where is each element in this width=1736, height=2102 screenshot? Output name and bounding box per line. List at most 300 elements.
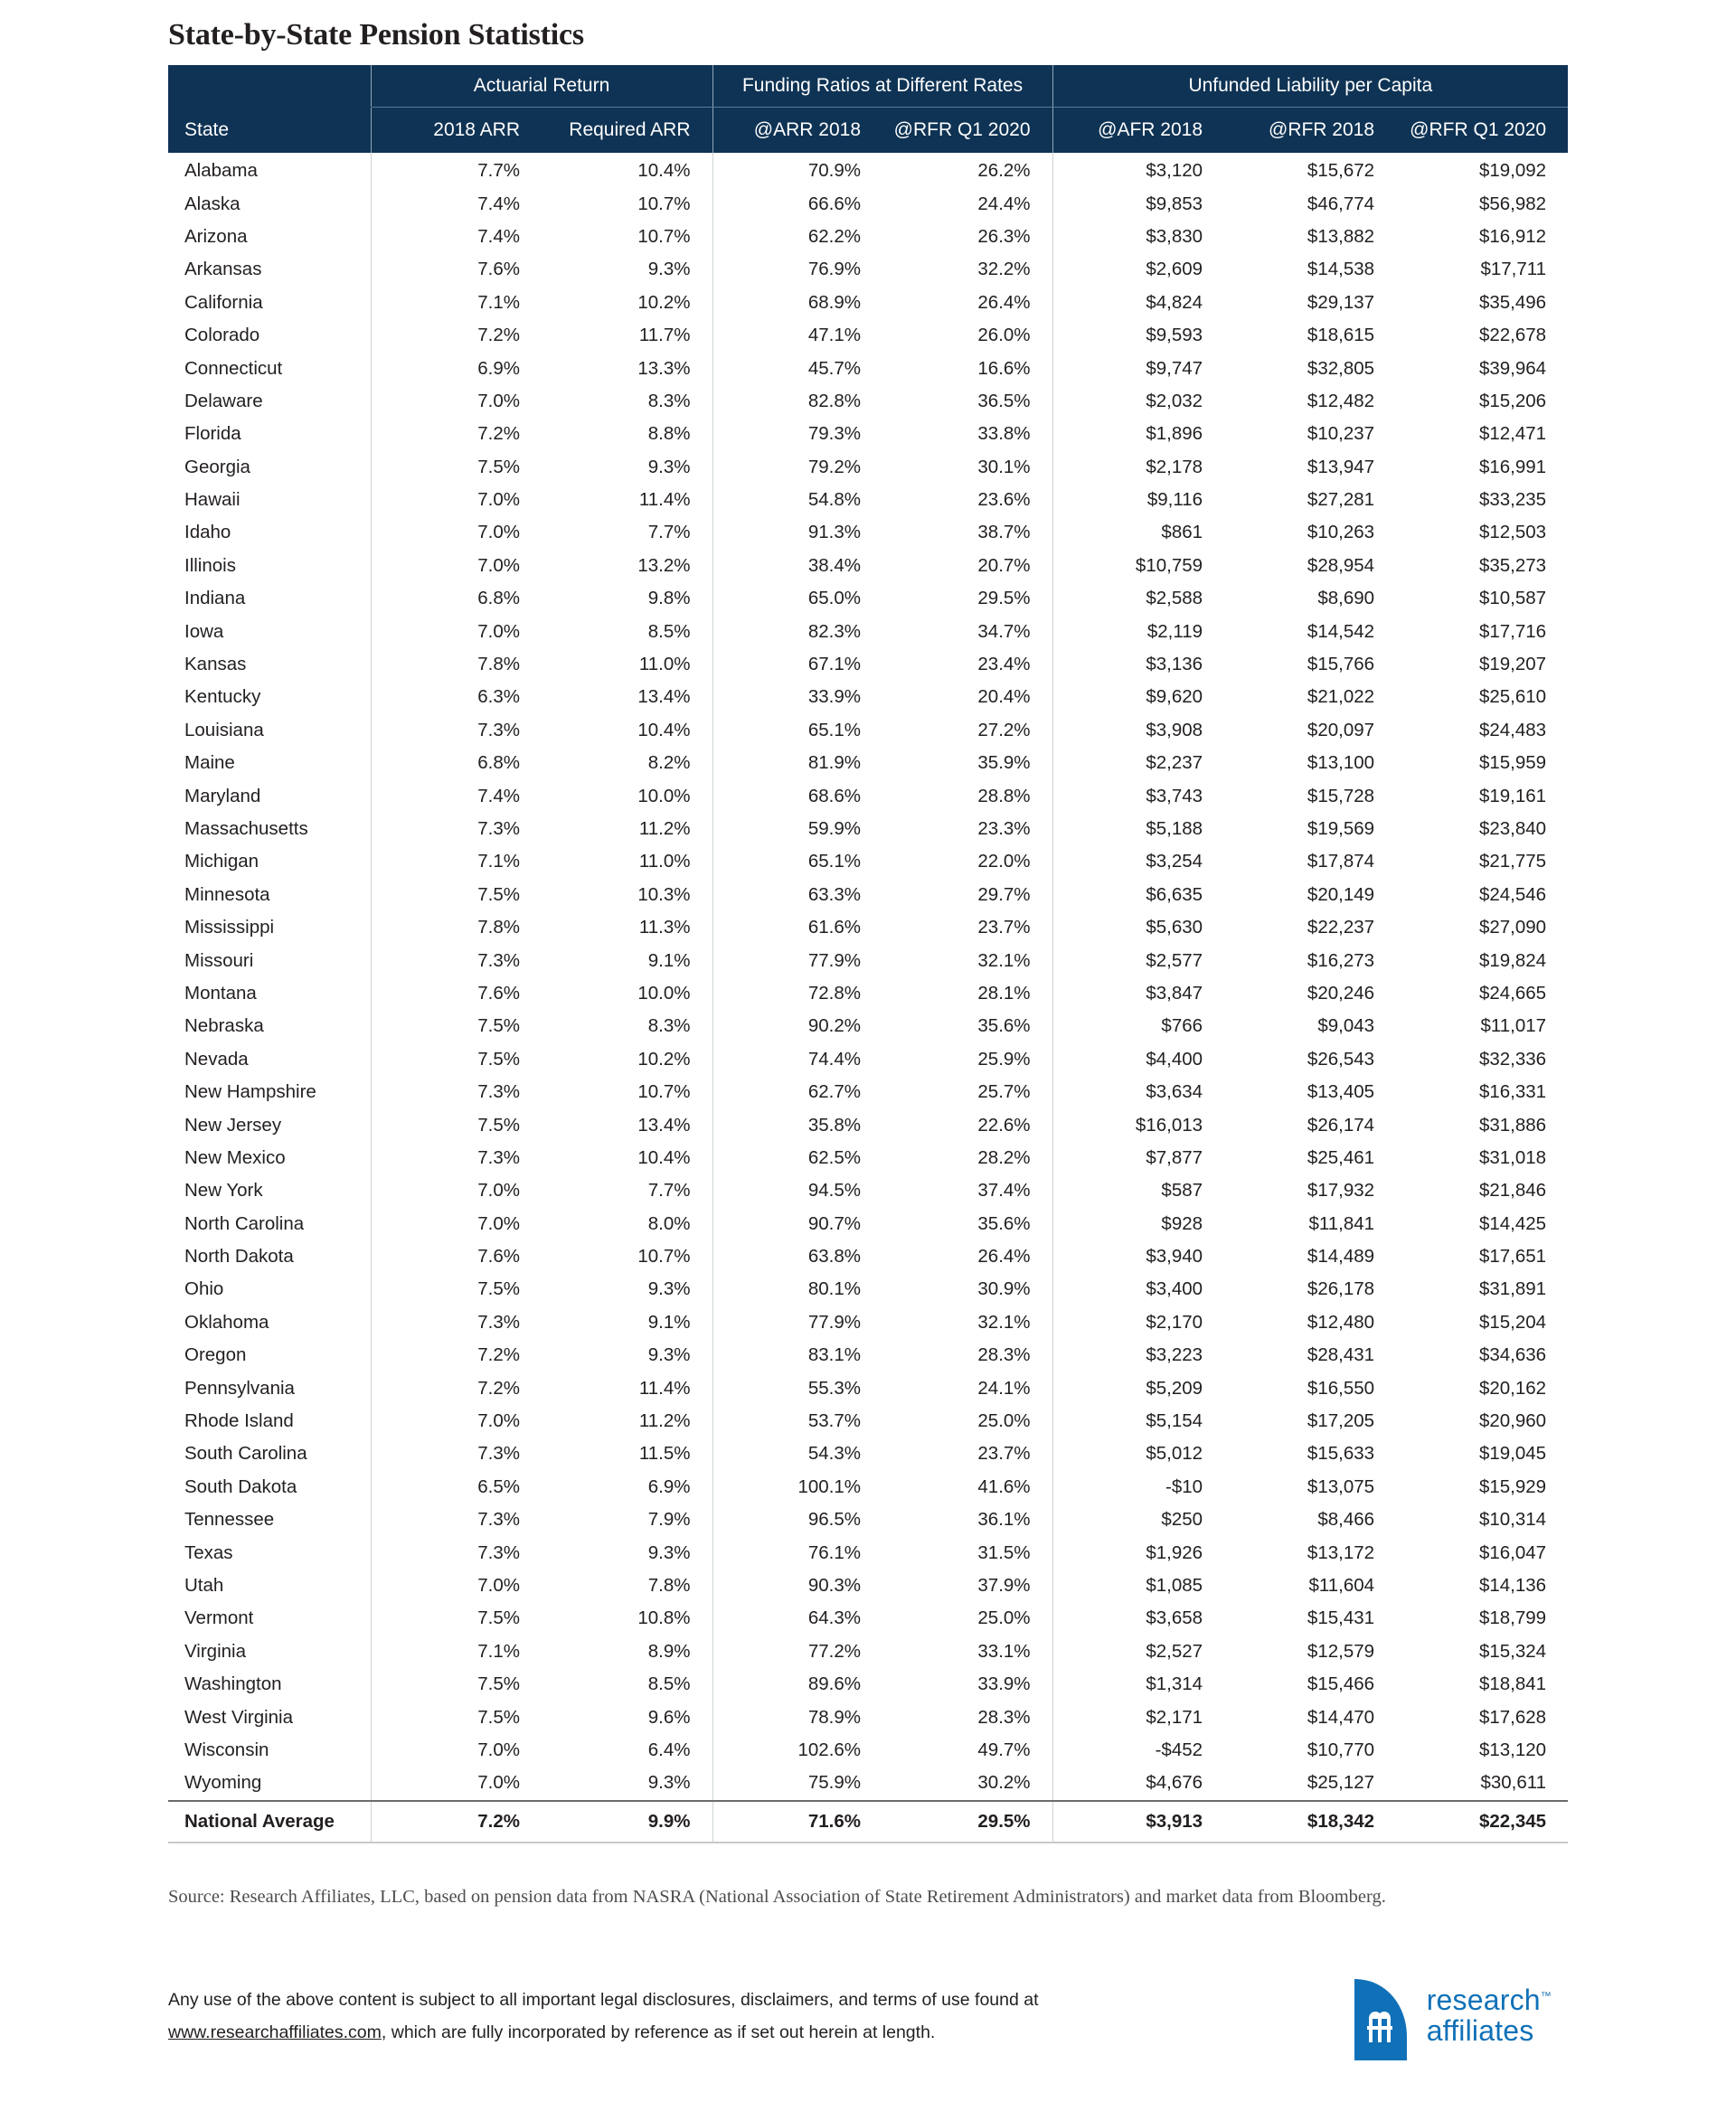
cell-value: 9.1% [542, 1306, 712, 1339]
cell-value: $2,527 [1052, 1635, 1224, 1668]
cell-value: $19,824 [1396, 944, 1568, 976]
cell-value: 13.2% [542, 550, 712, 582]
cell-value: $12,482 [1224, 385, 1396, 418]
cell-value: 70.9% [712, 153, 882, 187]
cell-value: $12,480 [1224, 1306, 1396, 1339]
cell-value: 9.3% [542, 451, 712, 484]
cell-value: 94.5% [712, 1174, 882, 1207]
cell-value: 7.0% [371, 1734, 542, 1767]
cell-value: $56,982 [1396, 187, 1568, 220]
cell-value: 63.8% [712, 1240, 882, 1273]
cell-total-value: $22,345 [1396, 1801, 1568, 1843]
cell-value: 62.7% [712, 1076, 882, 1108]
cell-value: 28.3% [882, 1701, 1052, 1733]
cell-value: 10.7% [542, 1240, 712, 1273]
cell-value: $250 [1052, 1503, 1224, 1536]
disclaimer-text-before: Any use of the above content is subject to all important legal disclosures, disclaimers, and terms of use found at [168, 1989, 1039, 2010]
cell-value: $4,400 [1052, 1043, 1224, 1076]
cell-value: 7.7% [542, 1174, 712, 1207]
cell-value: $5,012 [1052, 1437, 1224, 1470]
table-row [168, 1339, 1568, 1371]
cell-state-name: Washington [168, 1668, 371, 1701]
cell-value: $2,178 [1052, 451, 1224, 484]
cell-value: 65.1% [712, 714, 882, 747]
cell-value: $4,824 [1052, 287, 1224, 319]
cell-value: 7.5% [371, 1043, 542, 1076]
cell-value: $928 [1052, 1208, 1224, 1240]
cell-value: 10.4% [542, 714, 712, 747]
cell-state-name: Iowa [168, 615, 371, 647]
column-header-state[interactable]: State [168, 108, 371, 154]
cell-value: 7.3% [371, 1536, 542, 1569]
cell-value: $16,991 [1396, 451, 1568, 484]
table-row [168, 187, 1568, 220]
cell-value: $18,799 [1396, 1602, 1568, 1635]
cell-value: 30.1% [882, 451, 1052, 484]
cell-state-name: Delaware [168, 385, 371, 418]
cell-value: $39,964 [1396, 352, 1568, 384]
cell-value: 63.3% [712, 879, 882, 911]
column-header-at-arr-2018[interactable]: @ARR 2018 [712, 108, 882, 154]
cell-state-name: Minnesota [168, 879, 371, 911]
cell-value: 11.7% [542, 319, 712, 352]
cell-state-name: Massachusetts [168, 813, 371, 845]
cell-state-name: Utah [168, 1569, 371, 1602]
pension-statistics-table [168, 65, 1568, 1843]
cell-value: 10.4% [542, 1142, 712, 1174]
cell-value: 9.8% [542, 582, 712, 615]
cell-value: 78.9% [712, 1701, 882, 1733]
cell-state-name: Oklahoma [168, 1306, 371, 1339]
cell-value: 7.5% [371, 1108, 542, 1141]
table-row [168, 221, 1568, 253]
table-row [168, 1503, 1568, 1536]
cell-value: 7.3% [371, 714, 542, 747]
cell-value: 25.7% [882, 1076, 1052, 1108]
cell-value: 7.7% [542, 516, 712, 549]
cell-value: 47.1% [712, 319, 882, 352]
table-row [168, 418, 1568, 450]
table-row [168, 1076, 1568, 1108]
cell-value: 22.6% [882, 1108, 1052, 1141]
cell-value: $16,912 [1396, 221, 1568, 253]
cell-value: 8.9% [542, 1635, 712, 1668]
cell-value: $15,672 [1224, 153, 1396, 187]
cell-value: $2,119 [1052, 615, 1224, 647]
cell-value: 7.5% [371, 879, 542, 911]
cell-value: 8.2% [542, 747, 712, 779]
cell-value: 11.4% [542, 484, 712, 516]
cell-value: 28.3% [882, 1339, 1052, 1371]
table-row [168, 648, 1568, 681]
cell-value: 74.4% [712, 1043, 882, 1076]
cell-value: 61.6% [712, 911, 882, 944]
table-row [168, 1635, 1568, 1668]
cell-value: 82.8% [712, 385, 882, 418]
cell-value: 54.3% [712, 1437, 882, 1470]
cell-value: $31,886 [1396, 1108, 1568, 1141]
cell-value: $12,579 [1224, 1635, 1396, 1668]
cell-value: $9,593 [1052, 319, 1224, 352]
cell-value: 10.3% [542, 879, 712, 911]
cell-state-name: Arkansas [168, 253, 371, 286]
cell-value: 22.0% [882, 845, 1052, 878]
cell-value: 66.6% [712, 187, 882, 220]
cell-value: $19,092 [1396, 153, 1568, 187]
column-header-required-arr[interactable]: Required ARR [542, 108, 712, 154]
cell-value: $26,178 [1224, 1273, 1396, 1306]
group-header-funding-ratios: Funding Ratios at Different Rates [712, 65, 1052, 108]
cell-value: $2,237 [1052, 747, 1224, 779]
cell-value: $3,743 [1052, 779, 1224, 812]
table-row [168, 1273, 1568, 1306]
cell-value: 7.2% [371, 418, 542, 450]
cell-value: 7.3% [371, 944, 542, 976]
cell-value: $587 [1052, 1174, 1224, 1207]
cell-value: $17,874 [1224, 845, 1396, 878]
cell-value: -$452 [1052, 1734, 1224, 1767]
cell-value: 9.3% [542, 1273, 712, 1306]
cell-value: $11,604 [1224, 1569, 1396, 1602]
table-row [168, 1405, 1568, 1437]
cell-value: 41.6% [882, 1471, 1052, 1503]
cell-state-name: Rhode Island [168, 1405, 371, 1437]
cell-value: 7.0% [371, 484, 542, 516]
cell-value: $20,149 [1224, 879, 1396, 911]
cell-value: 28.1% [882, 977, 1052, 1010]
cell-value: 6.9% [371, 352, 542, 384]
cell-value: $13,947 [1224, 451, 1396, 484]
cell-value: 32.2% [882, 253, 1052, 286]
cell-state-name: Nevada [168, 1043, 371, 1076]
cell-state-name: Nebraska [168, 1010, 371, 1042]
table-row [168, 1471, 1568, 1503]
cell-value: 29.5% [882, 582, 1052, 615]
cell-state-name: West Virginia [168, 1701, 371, 1733]
cell-value: 11.0% [542, 648, 712, 681]
cell-value: $10,237 [1224, 418, 1396, 450]
cell-value: 29.7% [882, 879, 1052, 911]
cell-value: $22,237 [1224, 911, 1396, 944]
table-row [168, 813, 1568, 845]
cell-value: 6.8% [371, 747, 542, 779]
cell-value: $13,882 [1224, 221, 1396, 253]
cell-value: $5,188 [1052, 813, 1224, 845]
cell-value: 79.3% [712, 418, 882, 450]
cell-value: $3,658 [1052, 1602, 1224, 1635]
table-row [168, 681, 1568, 713]
cell-value: 10.2% [542, 1043, 712, 1076]
table-row [168, 1208, 1568, 1240]
cell-value: 59.9% [712, 813, 882, 845]
cell-value: $3,830 [1052, 221, 1224, 253]
cell-value: $12,503 [1396, 516, 1568, 549]
cell-value: $31,891 [1396, 1273, 1568, 1306]
column-header-at-rfr-2018[interactable]: @RFR 2018 [1224, 108, 1396, 154]
cell-value: 82.3% [712, 615, 882, 647]
cell-state-name: Michigan [168, 845, 371, 878]
cell-value: 7.0% [371, 1405, 542, 1437]
cell-state-name: Pennsylvania [168, 1371, 371, 1404]
table-row [168, 1437, 1568, 1470]
cell-value: 80.1% [712, 1273, 882, 1306]
cell-value: 53.7% [712, 1405, 882, 1437]
cell-value: 7.6% [371, 1240, 542, 1273]
cell-value: 9.3% [542, 253, 712, 286]
cell-state-name: Maryland [168, 779, 371, 812]
table-row [168, 253, 1568, 286]
table-header [168, 65, 1568, 153]
group-header-blank [168, 65, 371, 108]
cell-value: 34.7% [882, 615, 1052, 647]
cell-state-name: Arizona [168, 221, 371, 253]
cell-state-name: Hawaii [168, 484, 371, 516]
cell-value: $14,425 [1396, 1208, 1568, 1240]
cell-value: $15,431 [1224, 1602, 1396, 1635]
cell-value: $5,209 [1052, 1371, 1224, 1404]
cell-value: 25.0% [882, 1602, 1052, 1635]
cell-value: 7.8% [542, 1569, 712, 1602]
cell-state-name: South Dakota [168, 1471, 371, 1503]
cell-value: 83.1% [712, 1339, 882, 1371]
group-header-actuarial-return: Actuarial Return [371, 65, 712, 108]
cell-state-name: Kansas [168, 648, 371, 681]
cell-value: $16,331 [1396, 1076, 1568, 1108]
cell-value: 7.0% [371, 550, 542, 582]
cell-value: 11.2% [542, 813, 712, 845]
table-row [168, 879, 1568, 911]
cell-value: 23.6% [882, 484, 1052, 516]
cell-value: $10,314 [1396, 1503, 1568, 1536]
cell-value: $24,665 [1396, 977, 1568, 1010]
cell-state-name: Florida [168, 418, 371, 450]
cell-value: 28.2% [882, 1142, 1052, 1174]
cell-value: 35.8% [712, 1108, 882, 1141]
table-row [168, 1108, 1568, 1141]
cell-value: $2,609 [1052, 253, 1224, 286]
cell-value: 10.7% [542, 187, 712, 220]
table-row [168, 1602, 1568, 1635]
cell-value: $20,162 [1396, 1371, 1568, 1404]
cell-value: 8.5% [542, 1668, 712, 1701]
cell-value: -$10 [1052, 1471, 1224, 1503]
cell-state-name: Alaska [168, 187, 371, 220]
cell-state-name: Texas [168, 1536, 371, 1569]
table-body [168, 153, 1568, 1843]
column-header-2018-arr[interactable]: 2018 ARR [371, 108, 542, 154]
cell-value: 76.9% [712, 253, 882, 286]
cell-value: 9.1% [542, 944, 712, 976]
cell-value: $3,908 [1052, 714, 1224, 747]
cell-value: 96.5% [712, 1503, 882, 1536]
cell-value: 16.6% [882, 352, 1052, 384]
research-affiliates-link[interactable]: www.researchaffiliates.com [168, 2022, 382, 2042]
table-row [168, 1174, 1568, 1207]
cell-value: 33.9% [882, 1668, 1052, 1701]
cell-state-name: New Hampshire [168, 1076, 371, 1108]
table-row [168, 615, 1568, 647]
table-row [168, 1668, 1568, 1701]
cell-value: 8.8% [542, 418, 712, 450]
table-row [168, 1734, 1568, 1767]
cell-state-name: Montana [168, 977, 371, 1010]
cell-value: $23,840 [1396, 813, 1568, 845]
cell-value: $35,496 [1396, 287, 1568, 319]
cell-value: 90.7% [712, 1208, 882, 1240]
cell-state-name: Colorado [168, 319, 371, 352]
cell-value: 54.8% [712, 484, 882, 516]
table-row [168, 319, 1568, 352]
cell-state-name: North Dakota [168, 1240, 371, 1273]
table-row [168, 1371, 1568, 1404]
table-row [168, 582, 1568, 615]
cell-value: 7.9% [542, 1503, 712, 1536]
cell-value: 30.2% [882, 1767, 1052, 1800]
cell-value: 49.7% [882, 1734, 1052, 1767]
column-header-at-rfr-q1-2020-liability[interactable]: @RFR Q1 2020 [1396, 108, 1568, 154]
cell-value: $3,634 [1052, 1076, 1224, 1108]
cell-value: 7.0% [371, 615, 542, 647]
cell-value: 26.4% [882, 1240, 1052, 1273]
cell-value: 36.5% [882, 385, 1052, 418]
cell-value: $10,770 [1224, 1734, 1396, 1767]
cell-value: $24,546 [1396, 879, 1568, 911]
cell-value: $17,716 [1396, 615, 1568, 647]
cell-value: $14,136 [1396, 1569, 1568, 1602]
table-row [168, 1701, 1568, 1733]
cell-value: 10.0% [542, 977, 712, 1010]
cell-value: $11,017 [1396, 1010, 1568, 1042]
column-header-at-afr-2018[interactable]: @AFR 2018 [1052, 108, 1224, 154]
cell-value: $25,610 [1396, 681, 1568, 713]
cell-value: 77.9% [712, 944, 882, 976]
cell-value: $13,120 [1396, 1734, 1568, 1767]
table-row [168, 451, 1568, 484]
cell-value: 68.9% [712, 287, 882, 319]
cell-value: 33.1% [882, 1635, 1052, 1668]
cell-value: 79.2% [712, 451, 882, 484]
cell-state-name: New Jersey [168, 1108, 371, 1141]
cell-value: 7.1% [371, 287, 542, 319]
cell-value: $20,097 [1224, 714, 1396, 747]
cell-state-name: Virginia [168, 1635, 371, 1668]
cell-value: $12,471 [1396, 418, 1568, 450]
cell-value: $3,254 [1052, 845, 1224, 878]
cell-state-name: Alabama [168, 153, 371, 187]
cell-value: 90.3% [712, 1569, 882, 1602]
cell-value: $19,569 [1224, 813, 1396, 845]
cell-value: $17,651 [1396, 1240, 1568, 1273]
cell-value: 9.3% [542, 1767, 712, 1800]
cell-value: $30,611 [1396, 1767, 1568, 1800]
cell-value: $3,847 [1052, 977, 1224, 1010]
cell-value: 23.7% [882, 911, 1052, 944]
cell-value: $14,489 [1224, 1240, 1396, 1273]
cell-value: 68.6% [712, 779, 882, 812]
cell-value: 13.4% [542, 681, 712, 713]
cell-value: 11.4% [542, 1371, 712, 1404]
cell-value: 20.4% [882, 681, 1052, 713]
cell-value: $15,959 [1396, 747, 1568, 779]
cell-total-value: 71.6% [712, 1801, 882, 1843]
cell-value: 26.3% [882, 221, 1052, 253]
cell-value: $3,940 [1052, 1240, 1224, 1273]
research-affiliates-wordmark [1427, 1985, 1552, 2046]
cell-value: $15,324 [1396, 1635, 1568, 1668]
cell-value: $14,542 [1224, 615, 1396, 647]
column-header-row [168, 108, 1568, 154]
cell-value: $15,206 [1396, 385, 1568, 418]
cell-value: $18,615 [1224, 319, 1396, 352]
cell-value: 38.7% [882, 516, 1052, 549]
cell-value: $25,461 [1224, 1142, 1396, 1174]
column-header-at-rfr-q1-2020-ratio[interactable]: @RFR Q1 2020 [882, 108, 1052, 154]
cell-value: 7.5% [371, 1668, 542, 1701]
cell-value: 62.5% [712, 1142, 882, 1174]
cell-value: 9.3% [542, 1536, 712, 1569]
cell-value: 7.5% [371, 451, 542, 484]
cell-total-value: $18,342 [1224, 1801, 1396, 1843]
cell-value: $9,853 [1052, 187, 1224, 220]
logo-line-research: research [1426, 1984, 1541, 2017]
cell-value: 26.0% [882, 319, 1052, 352]
cell-value: $21,775 [1396, 845, 1568, 878]
cell-value: $16,047 [1396, 1536, 1568, 1569]
cell-state-name: Missouri [168, 944, 371, 976]
cell-value: 11.5% [542, 1437, 712, 1470]
cell-value: 24.1% [882, 1371, 1052, 1404]
logo-trademark: ™ [1540, 1989, 1552, 2003]
cell-value: $1,896 [1052, 418, 1224, 450]
cell-value: $9,620 [1052, 681, 1224, 713]
cell-value: $1,314 [1052, 1668, 1224, 1701]
page-title: State-by-State Pension Statistics [168, 18, 584, 52]
cell-value: $8,690 [1224, 582, 1396, 615]
cell-value: 6.9% [542, 1471, 712, 1503]
cell-value: 32.1% [882, 1306, 1052, 1339]
cell-value: $24,483 [1396, 714, 1568, 747]
table-row [168, 1240, 1568, 1273]
page-footer [168, 1966, 1579, 2066]
cell-value: 7.0% [371, 1569, 542, 1602]
cell-value: 7.2% [371, 319, 542, 352]
cell-value: $9,747 [1052, 352, 1224, 384]
cell-value: 7.1% [371, 1635, 542, 1668]
cell-value: 8.3% [542, 385, 712, 418]
cell-value: $766 [1052, 1010, 1224, 1042]
cell-value: $46,774 [1224, 187, 1396, 220]
cell-value: 102.6% [712, 1734, 882, 1767]
cell-value: 10.8% [542, 1602, 712, 1635]
cell-value: 7.3% [371, 1142, 542, 1174]
cell-value: 11.2% [542, 1405, 712, 1437]
cell-value: 35.6% [882, 1010, 1052, 1042]
cell-total-label: National Average [168, 1801, 371, 1843]
cell-value: $19,045 [1396, 1437, 1568, 1470]
cell-value: 6.5% [371, 1471, 542, 1503]
logo-line-affiliates: affiliates [1426, 2014, 1534, 2047]
cell-state-name: Kentucky [168, 681, 371, 713]
cell-value: $2,170 [1052, 1306, 1224, 1339]
cell-value: $3,120 [1052, 153, 1224, 187]
cell-value: $3,223 [1052, 1339, 1224, 1371]
table-row [168, 550, 1568, 582]
cell-value: $22,678 [1396, 319, 1568, 352]
cell-value: 8.0% [542, 1208, 712, 1240]
cell-value: 7.0% [371, 516, 542, 549]
cell-value: 8.5% [542, 615, 712, 647]
cell-value: 7.5% [371, 1010, 542, 1042]
